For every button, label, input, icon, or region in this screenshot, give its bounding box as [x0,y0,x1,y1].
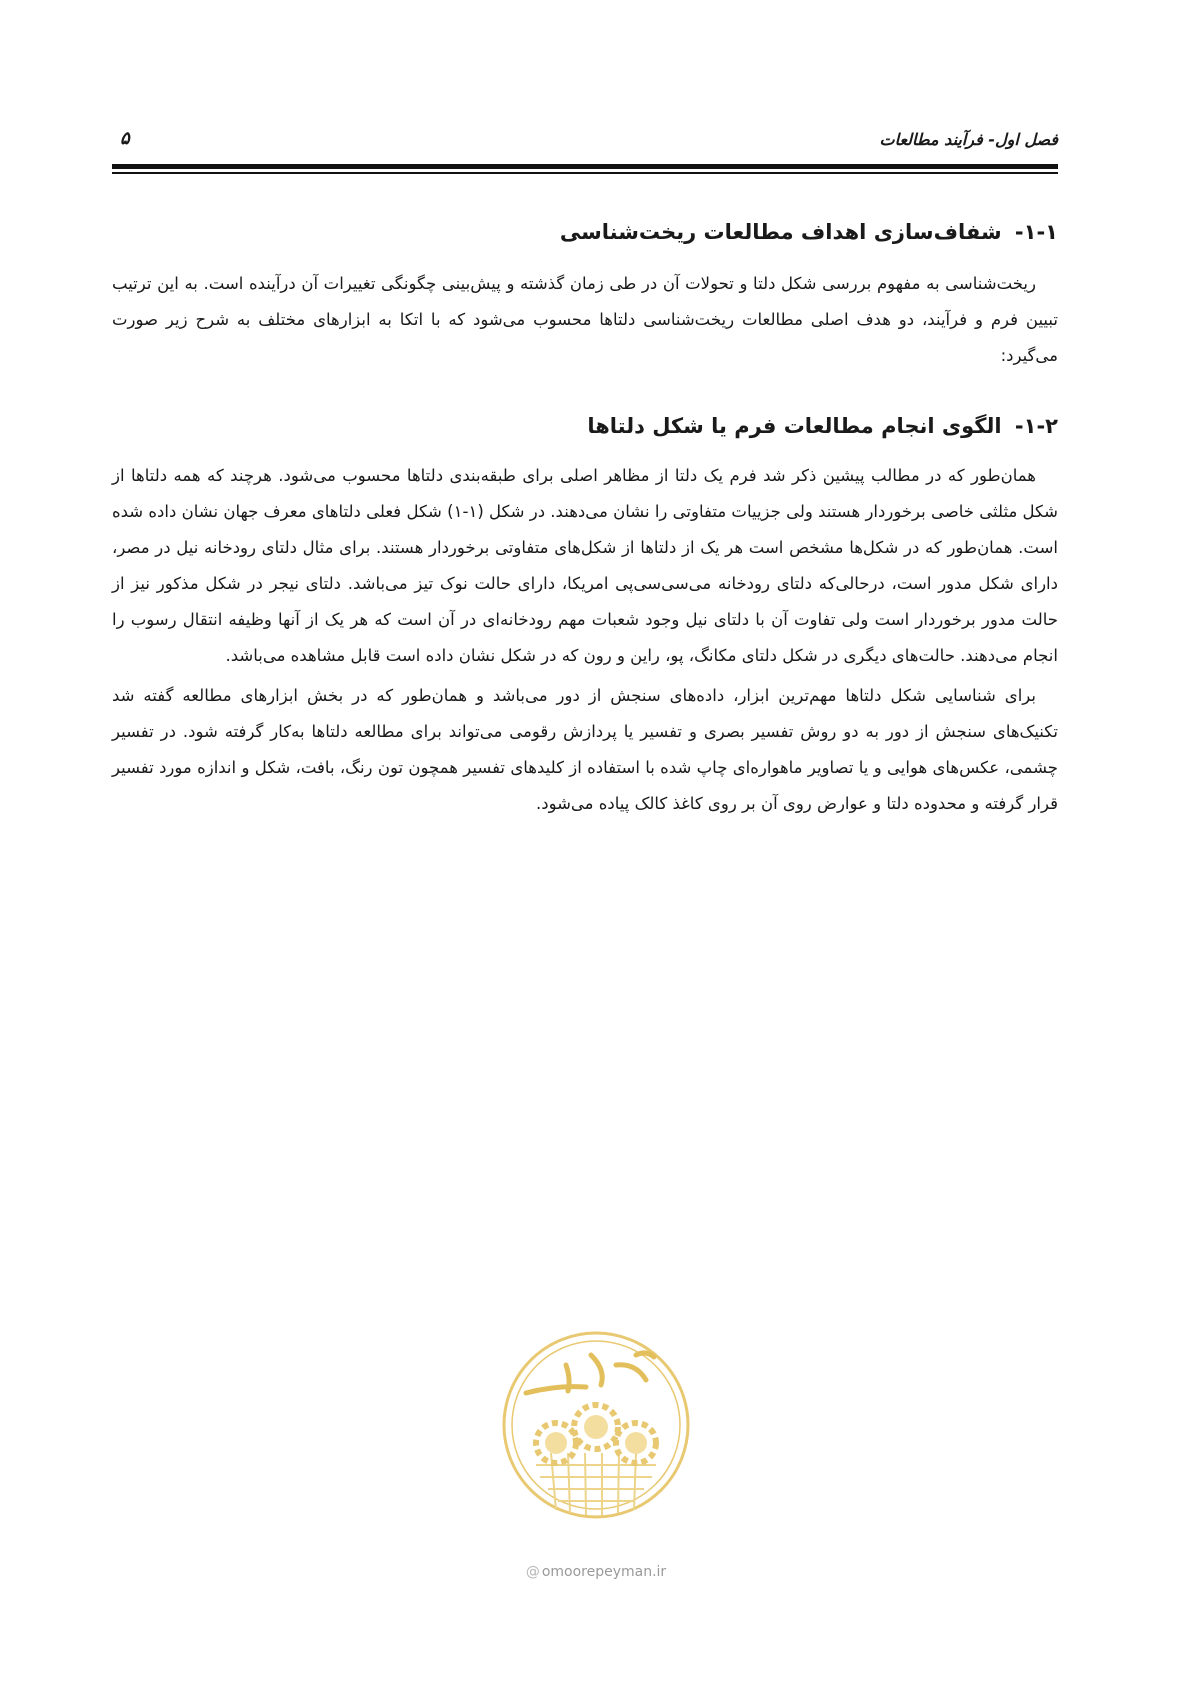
page-header [112,126,1058,156]
header-rule-thick [112,164,1058,169]
watermark-seal-logo [496,1325,696,1555]
section-title: الگوی انجام مطالعات فرم یا شکل دلتاها [587,414,1002,438]
paragraph: ریخت‌شناسی به مفهوم بررسی شکل دلتا و تحولات آن در طی زمان گذشته و پیش‌بینی چگونگی تغییرات آن درآینده است. به این ترتیب تبیین فرم و فرآیند، دو هدف اصلی مطالعات ریخت‌شناسی دلتاها محسوب می‌شود که با اتکا به ابزارهای مختلف به شرح زیر صورت می‌گیرد: [112,274,1058,365]
at-icon: @ [525,1564,540,1580]
section-heading-2 [112,404,1058,448]
section-title: شفاف‌سازی اهداف مطالعات ریخت‌شناسی [559,220,1002,244]
paragraph: همان‌طور که در مطالب پیشین ذکر شد فرم یک دلتا از مظاهر اصلی برای طبقه‌بندی دلتاها محسوب می‌شود. هرچند که همه دلتاها از شکل مثلثی خاصی برخوردار هستند ولی جزییات متفاوتی را نشان می‌دهند. در شکل (۱-۱) شکل فعلی دلتاهای معرف جهان نشان داده شده است. همان‌طور که در شکل‌ها مشخص است هر یک از دلتاها از شکل‌های متفاوتی برخوردار هستند. برای مثال دلتای رودخانه نیل در مصر، دارای شکل مدور است، درحالی‌که دلتای رودخانه می‌سی‌سی‌پی امریکا، دارای حالت نوک تیز می‌باشد. دلتای نیجر در شکل مذکور نیز از حالت مدور برخوردار است ولی تفاوت آن با دلتای نیل وجود شعبات مهم رودخانه‌ای در آن است که هر یک از آنها وظیفه انتقال رسوب را انجام می‌دهند. حالت‌های دیگری در شکل دلتای مکانگ، پو، راین و رون که در شکل نشان داده است قابل مشاهده می‌باشد. [112,466,1058,665]
watermark-url: @ omoorepeyman.ir [525,1564,667,1580]
running-title: فصل اول- فرآیند مطالعات [879,130,1058,149]
page-body [112,210,1058,822]
section-number: ۱-۲- [1014,414,1058,438]
page-number: ۵ [120,128,130,149]
section-heading-1 [112,210,1058,254]
header-rule-thin [112,172,1058,174]
paragraph: برای شناسایی شکل دلتاها مهم‌ترین ابزار، داده‌های سنجش از دور می‌باشد و همان‌طور که در بخش ابزارهای مطالعه گفته شد تکنیک‌های سنجش از دور به دو روش تفسیر بصری و تفسیر یا پردازش رقومی می‌تواند برای مطالعه دلتاها به‌کار گرفته شود. در تفسیر چشمی، عکس‌های هوایی و یا تصاویر ماهواره‌ای چاپ شده با استفاده از کلیدهای تفسیر همچون تون رنگ، بافت، شکل و اندازه مورد تفسیر قرار گرفته و محدوده دلتا و عوارض روی آن بر روی کاغذ کالک پیاده می‌شود. [112,686,1058,813]
section-number: ۱-۱- [1014,220,1058,244]
